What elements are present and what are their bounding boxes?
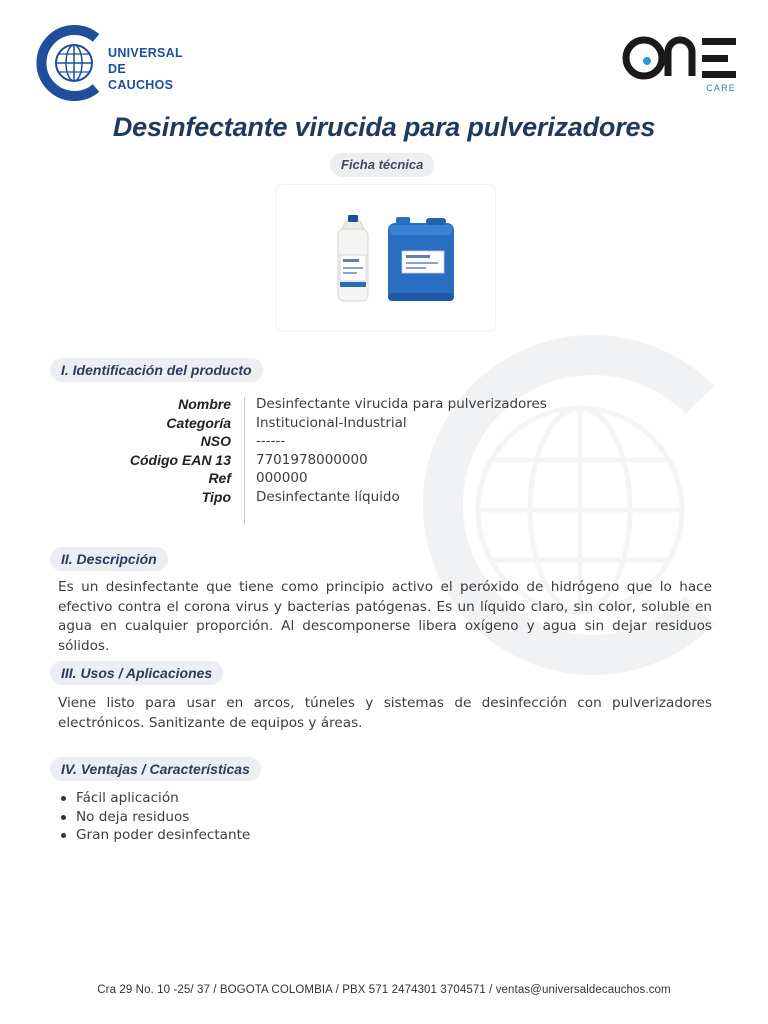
list-item: Gran poder desinfectante	[60, 826, 250, 845]
one-care-logo	[620, 32, 740, 96]
label-nombre: Nombre	[178, 396, 231, 412]
value-tipo: Desinfectante líquido	[256, 488, 400, 505]
blue-jerrycan-icon	[388, 217, 454, 301]
value-codigo-ean: 7701978000000	[256, 451, 368, 468]
list-item: No deja residuos	[60, 808, 250, 827]
footer-contact: Cra 29 No. 10 -25/ 37 / BOGOTA COLOMBIA / PBX 571 2474301 3704571 / ventas@universaldecauchos.com	[97, 984, 671, 996]
universal-de-cauchos-logo	[34, 24, 224, 102]
page-title: Desinfectante virucida para pulverizadores	[112, 112, 656, 142]
label-ref: Ref	[208, 470, 231, 486]
value-nso: ------	[256, 433, 286, 449]
value-nombre: Desinfectante virucida para pulverizadores	[256, 396, 547, 412]
universal-logo-text	[108, 45, 183, 93]
identification-values	[256, 395, 547, 506]
care-label: CARE	[706, 83, 736, 93]
section-heading-advantages: IV. Ventajas / Características	[50, 757, 261, 781]
subtitle-badge: Ficha técnica	[330, 153, 434, 177]
label-nso: NSO	[200, 433, 231, 449]
value-ref: 000000	[256, 470, 308, 486]
label-categoria: Categoría	[166, 414, 231, 431]
advantages-list	[60, 789, 250, 845]
white-gallon-bottle-icon	[338, 215, 368, 301]
logo-line-de: DE	[108, 62, 126, 76]
list-item: Fácil aplicación	[60, 789, 250, 808]
table-divider	[244, 397, 245, 525]
description-text: Es un desinfectante que tiene como principio activo el peróxido de hidrógeno que lo hace efectivo contra el corona virus y bacterias patógenas. Es un líquido claro, sin color, soluble en agua en cualquier proporción. Al descomponerse libera oxígeno y agua sin dejar residuos sólidos.	[58, 579, 712, 654]
product-containers-image	[276, 185, 497, 333]
section-heading-identification: I. Identificación del producto	[50, 358, 263, 382]
section-heading-uses: III. Usos / Aplicaciones	[50, 661, 223, 685]
globe-logo-icon	[34, 24, 110, 102]
label-codigo-ean: Código EAN 13	[129, 451, 231, 468]
logo-line-cauchos: CAUCHOS	[108, 78, 174, 92]
logo-line-universal: UNIVERSAL	[108, 46, 183, 60]
identification-table	[0, 395, 768, 525]
uses-text: Viene listo para usar en arcos, túneles y sistemas de desinfección con pulverizadores electrónicos. Sanitizante de equipos y áreas.	[58, 695, 712, 731]
one-logo-icon	[620, 32, 740, 84]
section-heading-description: II. Descripción	[50, 547, 168, 571]
product-image	[275, 184, 496, 332]
value-categoria: Institucional-Industrial	[256, 414, 407, 431]
label-tipo: Tipo	[201, 488, 231, 505]
identification-labels	[130, 395, 231, 506]
